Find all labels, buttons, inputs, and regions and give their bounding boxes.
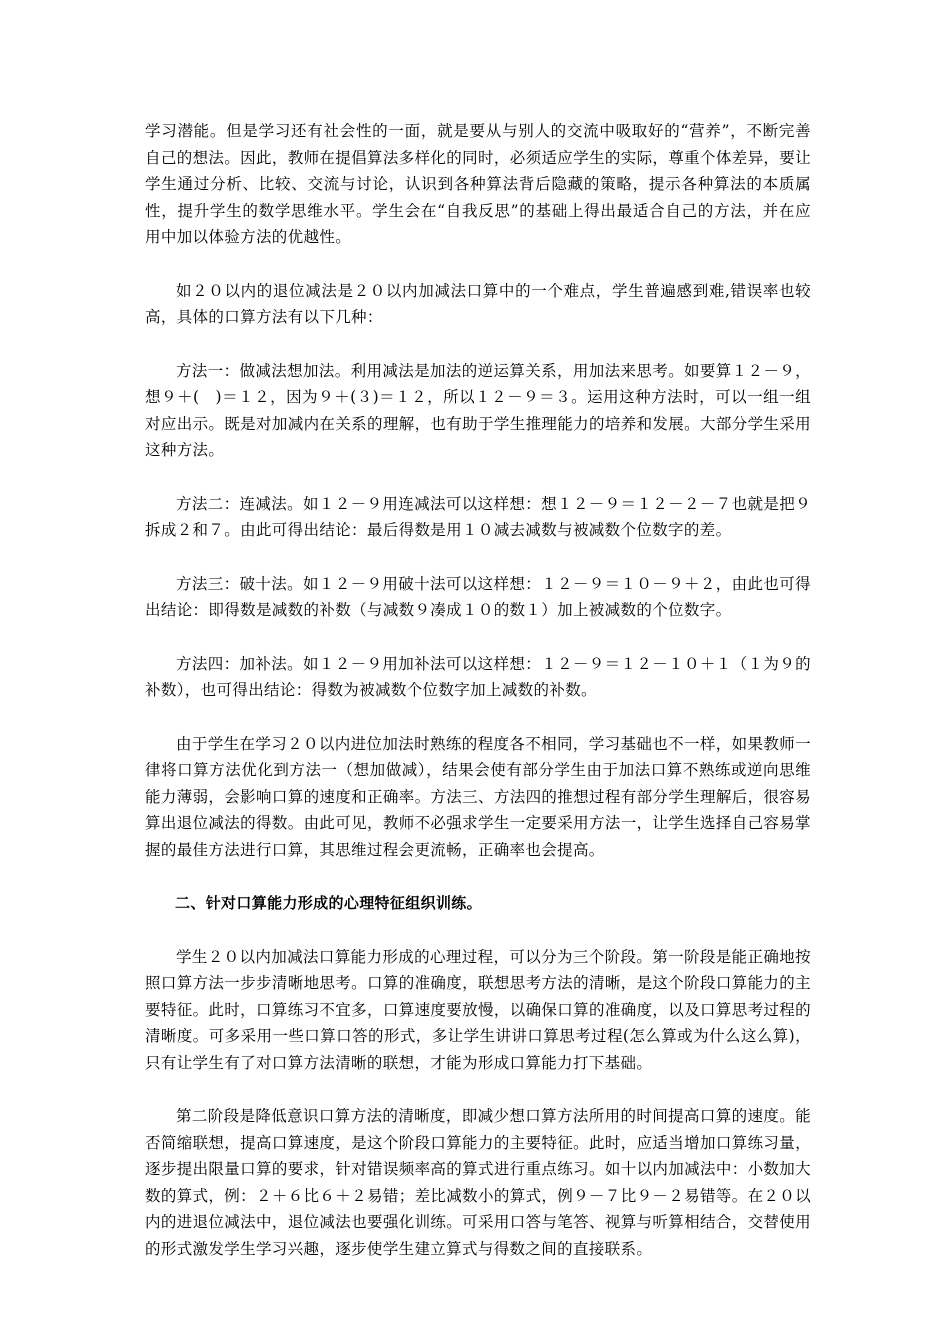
section-heading: 二、针对口算能力形成的心理特征组织训练。 [175,894,483,912]
paragraph-method-three: 方法三：破十法。如１２－９用破十法可以这样想：１２－９＝１０－９＋２，由此也可得出结论：即得数是减数的补数（与减数９凑成１０的数１）加上被减数的个位数字。 [145,574,811,619]
document-page [145,118,811,1289]
paragraph-stage-two: 第二阶段是降低意识口算方法的清晰度，即减少想口算方法所用的时间提高口算的速度。能否简缩联想，提高口算速度，是这个阶段口算能力的主要特征。此时，应适当增加口算练习量，逐步提出限量口算的要求，针对错误频率高的算式进行重点练习。如十以内加减法中：小数加大数的算式，例：２＋６比６＋２易错；差比减数小的算式，例９－７比９－２易错等。在２０以内的进退位减法中，退位减法也要强化训练。可采用口答与笔答、视算与听算相结合，交替使用的形式激发学生学习兴趣，逐步使学生建立算式与得数之间的直接联系。 [145,1107,811,1258]
paragraph-method-two: 方法二：连减法。如１２－９用连减法可以这样想：想１２－９＝１２－２－７也就是把９拆成２和７。由此可得出结论：最后得数是用１０减去减数与被减数个位数字的差。 [145,494,811,539]
paragraph-method-four: 方法四：加补法。如１２－９用加补法可以这样想：１２－９＝１２－１０＋１（１为９的补数），也可得出结论：得数为被减数个位数字加上减数的补数。 [145,654,811,699]
paragraph-learning-potential: 学习潜能。但是学习还有社会性的一面，就是要从与别人的交流中吸取好的“营养”，不断完善自己的想法。因此，教师在提倡算法多样化的同时，必须适应学生的实际，尊重个体差异，要让学生通过分析、比较、交流与讨论，认识到各种算法背后隐藏的策略，提示各种算法的本质属性，提升学生的数学思维水平。学生会在“自我反思”的基础上得出最适合自己的方法，并在应用中加以体验方法的优越性。 [145,122,811,246]
paragraph-method-conclusion: 由于学生在学习２０以内进位加法时熟练的程度各不相同，学习基础也不一样，如果教师一律将口算方法优化到方法一（想加做减），结果会使有部分学生由于加法口算不熟练或逆向思维能力薄弱，会影响口算的速度和正确率。方法三、方法四的推想过程有部分学生理解后，很容易算出退位减法的得数。由此可见，教师不必强求学生一定要采用方法一，让学生选择自己容易掌握的最佳方法进行口算，其思维过程会更流畅，正确率也会提高。 [145,734,811,859]
paragraph-subtraction-intro: 如２０以内的退位减法是２０以内加减法口算中的一个难点，学生普遍感到难,错误率也较高，具体的口算方法有以下几种： [145,281,811,326]
paragraph-method-one: 方法一：做减法想加法。利用减法是加法的逆运算关系，用加法来思考。如要算１２－９，想９＋( )＝１２，因为９＋(３)＝１２，所以１２－９＝３。运用这种方法时，可以一组一组对应出示。既是对加减内在关系的理解，也有助于学生推理能力的培养和发展。大部分学生采用这种方法。 [145,361,811,459]
paragraph-stage-one: 学生２０以内加减法口算能力形成的心理过程，可以分为三个阶段。第一阶段是能正确地按照口算方法一步步清晰地思考。口算的准确度，联想思考方法的清晰，是这个阶段口算能力的主要特征。此时，口算练习不宜多，口算速度要放慢，以确保口算的准确度，以及口算思考过程的清晰度。可多采用一些口算口答的形式，多让学生讲讲口算思考过程(怎么算或为什么这么算)，只有让学生有了对口算方法清晰的联想，才能为形成口算能力打下基础。 [145,947,811,1072]
